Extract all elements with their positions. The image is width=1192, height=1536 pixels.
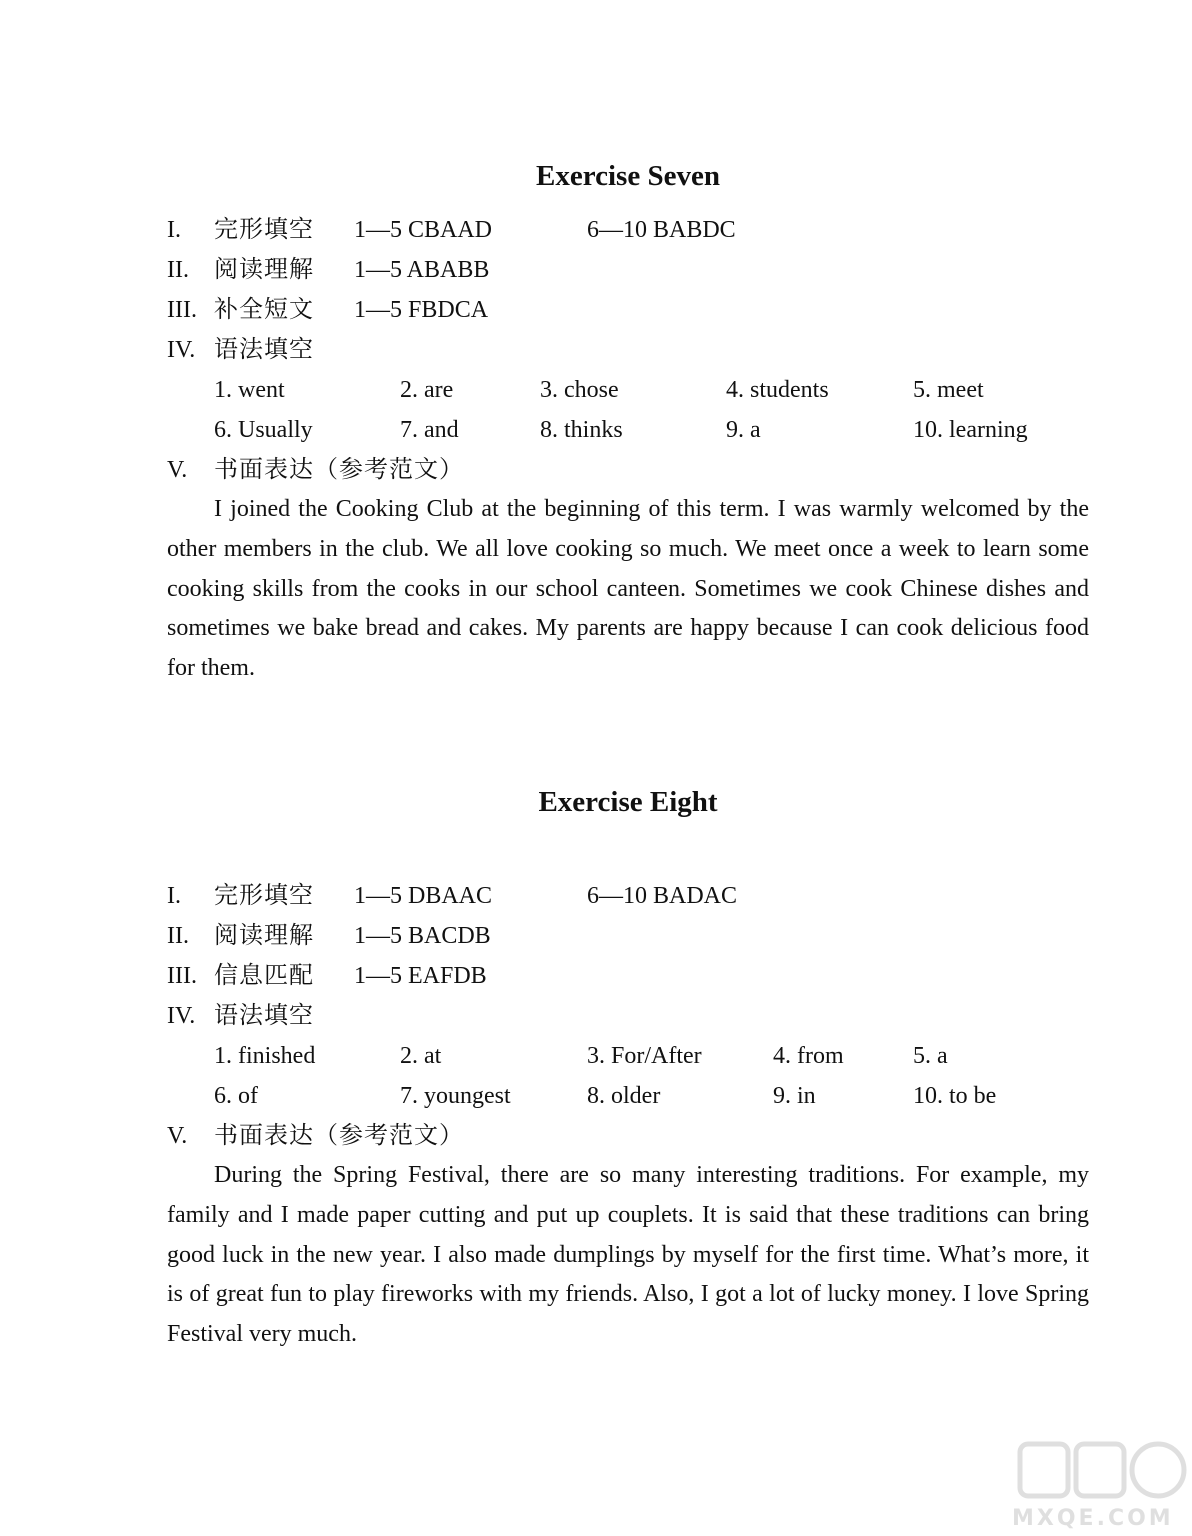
answer-1-5: 1—5 FBDCA xyxy=(354,297,489,323)
section-name: 阅读理解 xyxy=(214,257,314,283)
section-name: 语法填空 xyxy=(214,1003,314,1029)
grammar-answer: 6. Usually xyxy=(214,417,313,443)
grammar-answer: 2. are xyxy=(400,377,454,403)
grammar-answer: 1. finished xyxy=(214,1043,316,1069)
answer-6-10: 6—10 BADAC xyxy=(587,883,738,909)
section-number: II. xyxy=(167,257,189,283)
section-name: 书面表达（参考范文） xyxy=(214,1123,464,1149)
answer-1-5: 1—5 ABABB xyxy=(354,257,490,283)
section-number: V. xyxy=(167,457,188,483)
section-number: IV. xyxy=(167,337,196,363)
section-name: 完形填空 xyxy=(214,217,314,243)
grammar-answer: 8. older xyxy=(587,1083,661,1109)
section-name: 语法填空 xyxy=(214,337,314,363)
grammar-answer: 10. learning xyxy=(913,417,1028,443)
grammar-answer: 6. of xyxy=(214,1083,258,1109)
exercise-eight-title: Exercise Eight xyxy=(538,786,718,818)
grammar-answer: 4. students xyxy=(726,377,829,403)
grammar-answer: 5. meet xyxy=(913,377,984,403)
watermark-logo xyxy=(1012,1436,1192,1536)
section-number: I. xyxy=(167,217,181,243)
section-number: III. xyxy=(167,297,197,323)
watermark-stamp-icon xyxy=(1012,1436,1192,1506)
watermark-text: MXQE.COM xyxy=(1012,1506,1174,1531)
grammar-answer: 4. from xyxy=(773,1043,844,1069)
grammar-answer: 2. at xyxy=(400,1043,442,1069)
ex7-sample-essay: I joined the Cooking Club at the beginning of this term. I was warmly welcomed by the other members in the club. We all love cooking so much. We meet once a week to learn some cooking skills from the cooks in our school canteen. Sometimes we cook Chinese dishes and sometimes we bake bread and cakes. My parents are happy because I can cook delicious food for them. xyxy=(167,496,1089,682)
section-number: V. xyxy=(167,1123,188,1149)
grammar-answer: 9. in xyxy=(773,1083,816,1109)
section-name: 完形填空 xyxy=(214,883,314,909)
answer-1-5: 1—5 DBAAC xyxy=(354,883,493,909)
grammar-answer: 7. and xyxy=(400,417,459,443)
section-name: 书面表达（参考范文） xyxy=(214,457,464,483)
grammar-answer: 8. thinks xyxy=(540,417,623,443)
grammar-answer: 9. a xyxy=(726,417,761,443)
ex8-sample-essay: During the Spring Festival, there are so many interesting traditions. For example, my family and I made paper cutting and put up couplets. It is said that these traditions can bring good luck in the new year. I also made dumplings by myself for the first time. What’s more, it is of great fun to play fireworks with my friends. Also, I got a lot of lucky money. I love Spring Festival very much. xyxy=(167,1162,1089,1348)
grammar-answer: 7. youngest xyxy=(400,1083,511,1109)
section-name: 阅读理解 xyxy=(214,923,314,949)
section-number: IV. xyxy=(167,1003,196,1029)
section-number: II. xyxy=(167,923,189,949)
answer-1-5: 1—5 CBAAD xyxy=(354,217,493,243)
section-number: I. xyxy=(167,883,181,909)
exercise-seven-title: Exercise Seven xyxy=(536,160,720,192)
section-name: 信息匹配 xyxy=(214,963,314,989)
answer-1-5: 1—5 EAFDB xyxy=(354,963,487,989)
answer-1-5: 1—5 BACDB xyxy=(354,923,491,949)
grammar-answer: 1. went xyxy=(214,377,285,403)
grammar-answer: 5. a xyxy=(913,1043,948,1069)
grammar-answer: 3. For/After xyxy=(587,1043,702,1069)
answer-6-10: 6—10 BABDC xyxy=(587,217,736,243)
section-number: III. xyxy=(167,963,197,989)
section-name: 补全短文 xyxy=(214,297,314,323)
grammar-answer: 10. to be xyxy=(913,1083,997,1109)
grammar-answer: 3. chose xyxy=(540,377,619,403)
